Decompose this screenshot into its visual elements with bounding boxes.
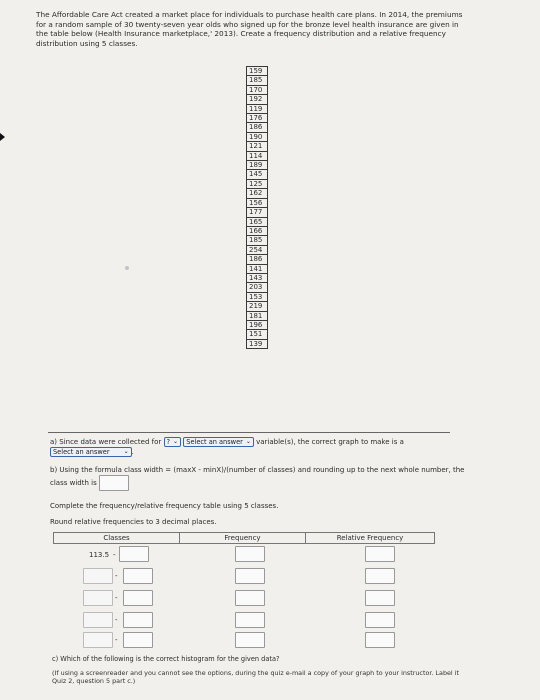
relative-frequency-input-5[interactable] [365, 632, 395, 648]
premium-cell: 189 [247, 161, 268, 170]
chevron-down-icon: ⌄ [173, 438, 179, 445]
table-row [247, 142, 268, 151]
table-row [247, 330, 268, 339]
class-dash: - [115, 572, 118, 580]
divider [48, 432, 450, 433]
table-row [247, 198, 268, 207]
premium-cell: 176 [247, 114, 268, 123]
premium-cell: 190 [247, 132, 268, 141]
question-a: a) Since data were collected for ? ⌄ Select an answer ⌄ variable(s), the correct graph to make is a Select an answer ⌄ . [50, 438, 404, 456]
table-row [247, 151, 268, 160]
table-row [247, 283, 268, 292]
premium-cell: 196 [247, 320, 268, 329]
table-row [247, 320, 268, 329]
premium-cell: 185 [247, 236, 268, 245]
premium-cell: 181 [247, 311, 268, 320]
header-frequency: Frequency [179, 532, 305, 544]
first-class-lower: 113.5 [89, 551, 110, 559]
relative-frequency-input-1[interactable] [365, 546, 395, 562]
class-upper-input-3[interactable] [123, 590, 153, 606]
class-width-input[interactable] [99, 475, 129, 491]
chevron-down-icon: ⌄ [245, 438, 251, 445]
question-a-mid: variable(s), the correct graph to make is a [256, 438, 404, 446]
table-row [247, 264, 268, 273]
premium-cell: 159 [247, 67, 268, 76]
class-dash: - [115, 636, 118, 644]
variable-count-select[interactable]: ? ⌄ [164, 437, 182, 447]
table-row [247, 179, 268, 188]
premium-cell: 141 [247, 264, 268, 273]
question-a-prefix: a) Since data were collected for [50, 438, 162, 446]
class-lower-input-4[interactable] [83, 612, 113, 628]
premium-cell: 114 [247, 151, 268, 160]
class-dash: - [113, 551, 116, 559]
premium-cell: 143 [247, 273, 268, 282]
screenreader-note: (If using a screenreader and you cannot see the options, during the quiz e-mail a copy of your graph to your instructor. Label it Quiz 2, question 5 part c.) [52, 669, 460, 686]
table-row [247, 161, 268, 170]
table-row [247, 95, 268, 104]
premium-cell: 219 [247, 302, 268, 311]
premium-cell: 139 [247, 339, 268, 348]
table-row [247, 292, 268, 301]
class-upper-input-2[interactable] [123, 568, 153, 584]
table-row [247, 114, 268, 123]
table-row [247, 245, 268, 254]
class-lower-input-3[interactable] [83, 590, 113, 606]
relative-frequency-input-3[interactable] [365, 590, 395, 606]
premium-cell: 156 [247, 198, 268, 207]
question-b: b) Using the formula class width = (maxX - minX)/(number of classes) and rounding up to the next whole number, the class width is [50, 465, 470, 491]
relative-frequency-input-4[interactable] [365, 612, 395, 628]
table-row [247, 132, 268, 141]
instruction-round: Round relative frequencies to 3 decimal places. [50, 518, 217, 526]
frequency-table [53, 532, 433, 647]
premium-data-table [246, 66, 268, 349]
premium-cell: 162 [247, 189, 268, 198]
premium-cell: 125 [247, 179, 268, 188]
table-row [247, 208, 268, 217]
header-classes: Classes [53, 532, 179, 544]
premium-cell: 166 [247, 226, 268, 235]
frequency-input-2[interactable] [235, 568, 265, 584]
frequency-input-5[interactable] [235, 632, 265, 648]
table-row [247, 236, 268, 245]
frequency-input-1[interactable] [235, 546, 265, 562]
table-row [247, 104, 268, 113]
table-row [247, 76, 268, 85]
header-relative-frequency: Relative Frequency [305, 532, 435, 544]
table-row [247, 189, 268, 198]
graph-type-select[interactable]: Select an answer ⌄ [50, 447, 132, 457]
table-row [247, 67, 268, 76]
frequency-input-4[interactable] [235, 612, 265, 628]
class-upper-input-4[interactable] [123, 612, 153, 628]
table-row [247, 170, 268, 179]
table-row [247, 123, 268, 132]
premium-cell: 186 [247, 255, 268, 264]
premium-cell: 119 [247, 104, 268, 113]
premium-cell: 177 [247, 208, 268, 217]
premium-cell: 203 [247, 283, 268, 292]
class-lower-input-2[interactable] [83, 568, 113, 584]
loading-spinner-icon [125, 266, 129, 270]
table-row [247, 339, 268, 348]
class-upper-input-1[interactable] [119, 546, 149, 562]
premium-cell: 153 [247, 292, 268, 301]
premium-cell: 145 [247, 170, 268, 179]
class-dash: - [115, 616, 118, 624]
table-row [247, 217, 268, 226]
question-c: c) Which of the following is the correct histogram for the given data? [52, 655, 280, 663]
premium-cell: 185 [247, 76, 268, 85]
premium-cell: 192 [247, 95, 268, 104]
premium-cell: 151 [247, 330, 268, 339]
class-upper-input-5[interactable] [123, 632, 153, 648]
problem-intro: The Affordable Care Act created a market place for individuals to purchase health care plans. In 2014, the premiums for a random sample of 30 twenty-seven year olds who signed up for the bronze level health insurance are given in the table below (Health Insurance marketplace,' 2013). Create a frequency distribution and a relative frequency distribution using 5 classes. [36, 10, 463, 48]
premium-cell: 165 [247, 217, 268, 226]
instruction-complete-table: Complete the frequency/relative frequency table using 5 classes. [50, 502, 279, 510]
variable-type-select[interactable]: Select an answer ⌄ [183, 437, 254, 447]
relative-frequency-input-2[interactable] [365, 568, 395, 584]
premium-cell: 170 [247, 85, 268, 94]
table-row [247, 85, 268, 94]
table-row [247, 273, 268, 282]
table-row [247, 255, 268, 264]
premium-cell: 254 [247, 245, 268, 254]
class-lower-input-5[interactable] [83, 632, 113, 648]
premium-cell: 186 [247, 123, 268, 132]
table-row [247, 302, 268, 311]
table-row [247, 311, 268, 320]
nav-arrow-icon[interactable] [0, 133, 5, 141]
table-row [247, 226, 268, 235]
premium-cell: 121 [247, 142, 268, 151]
chevron-down-icon: ⌄ [123, 448, 129, 455]
frequency-input-3[interactable] [235, 590, 265, 606]
class-dash: - [115, 594, 118, 602]
